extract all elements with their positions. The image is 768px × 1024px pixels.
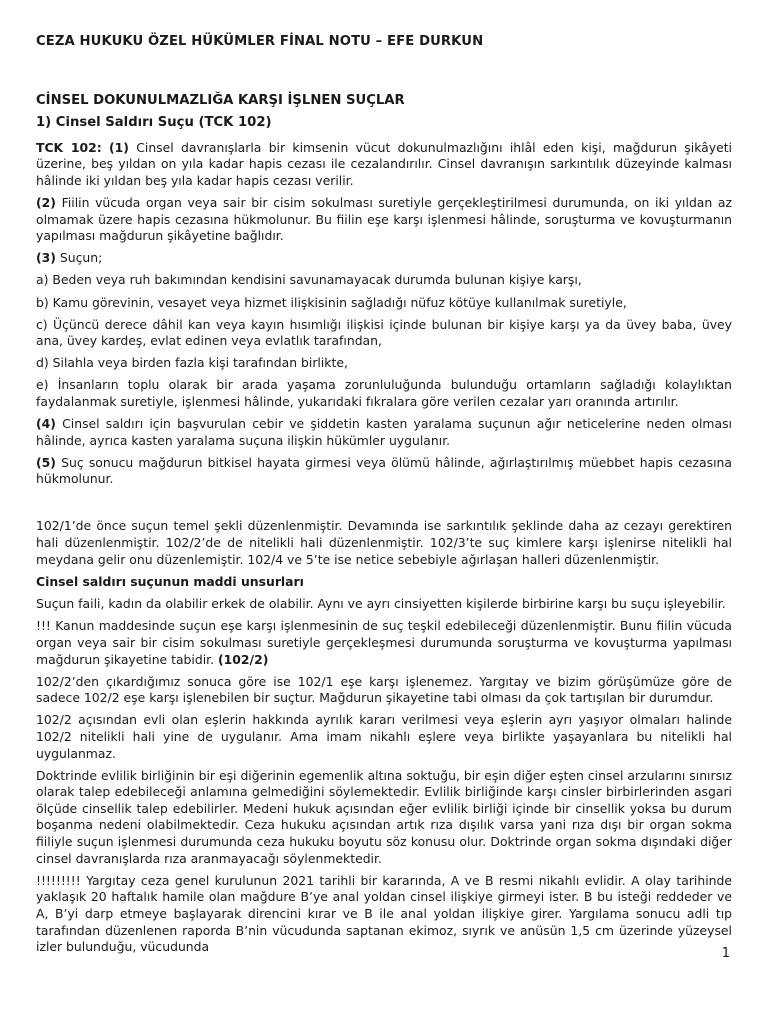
material-elements-heading: Cinsel saldırı suçunun maddi unsurları [36,573,304,589]
spouse-paragraph [36,618,732,668]
tck-paragraph-1 [36,140,732,190]
tck-paragraph-5 [36,455,732,488]
tck-item-a: a) Beden veya ruh bakımından kendisini savunamayacak durumda bulunan kişiye karşı, [36,272,582,288]
tck-paragraph-2 [36,195,732,245]
tck-item-c: c) Üçüncü derece dâhil kan veya kayın hısımlığı ilişkisi içinde bulunan bir kişiye karşı ya da üvey baba, üvey ana, üvey kardeş, evlat edinen veya evlatlık tarafından, [36,316,732,349]
paragraph-text: Fiilin vücuda organ veya sair bir cisim sokulması suretiyle gerçekleştirilmesi durumunda, on iki yıldan az olmamak üzere hapis cezasına hükmolunur. Bu fiilin eşe karşı işlenmesi hâlinde, soruşturma ve kovuşturmanın yapılması mağdurun şikâyetine bağlıdır. [36,195,732,244]
tck-lead: TCK 102: [36,139,102,155]
paragraph-number: (2) [36,195,56,211]
section-title: CİNSEL DOKUNULMAZLIĞA KARŞI İŞLNEN SUÇLAR [36,92,405,108]
paragraph-text: Cinsel davranışlarla bir kimsenin vücut dokunulmazlığını ihlâl eden kişi, mağdurun şikâyeti üzerine, beş yıldan on yıla kadar hapis cezası ile cezalandırılır. Cinsel davranışın sarkıntılık düzeyinde kalması hâlinde iki yıldan beş yıla kadar hapis cezası verilir. [36,139,732,188]
paragraph-text: Suç sonucu mağdurun bitkisel hayata girmesi veya ölümü hâlinde, ağırlaştırılmış müebbet hapis cezasına hükmolunur. [36,454,732,487]
paragraph-number: (5) [36,454,56,470]
paragraph-number: (4) [36,416,56,432]
article-102-2-paragraph: 102/2’den çıkardığımız sonuca göre ise 102/1 eşe karşı işlenemez. Yargıtay ve bizim görüşümüze göre de sadece 102/2 eşe karşı işlenebilen bir suçtur. Mağdurun şikayetine tabi olması da çok tartışılan bir durumdur. [36,673,732,706]
doctrine-paragraph: Doktrinde evlilik birliğinin bir eşi diğerinin egemenlik altına soktuğu, bir eşin diğer eşten cinsel arzularını sınırsız olarak talep edebileceği anlamına gelmediğini söylemektedir. Evlilik birliğinde karşı cinsler birbirlerinden asgari ölçüde cinsellik talep edebilirler. Medeni hukuk açısından eğer evlilik birliği içinde bir cinsellik yoksa bu durum boşanma nedeni olabilmektedir. Ceza hukuku açısından artık rıza dışılık varsa yani rıza dışı bir organ sokma fiiliyle suçun işlenmesi durumunda ceza hukuku boyutu söz konusu olur. Doktrinde organ sokma dışındaki diğer cinsel davranışlarda rıza aranmayacağı söylenmektedir. [36,767,732,866]
tck-item-b: b) Kamu görevinin, vesayet veya hizmet ilişkisinin sağladığı nüfuz kötüye kullanılmak suretiyle, [36,294,627,310]
perpetrator-paragraph: Suçun faili, kadın da olabilir erkek de olabilir. Aynı ve ayrı cinsiyetten kişilerde birbirine karşı bu suçu işleyebilir. [36,596,726,612]
tck-item-e: e) İnsanların toplu olarak bir arada yaşama zorunluluğunda bulunduğu ortamların sağladığı kolaylıktan faydalanmak suretiyle, işlenmesi hâlinde, yukarıdaki fıkralara göre verilen cezalar yarı oranında artırılır. [36,377,732,409]
paragraph-number: (1) [108,139,129,155]
page-number: 1 [721,946,730,961]
subsection-title: 1) Cinsel Saldırı Suçu (TCK 102) [36,115,272,131]
article-reference: (102/2) [218,651,269,667]
spacer [36,493,732,518]
intro-paragraph: 102/1’de önce suçun temel şekli düzenlenmiştir. Devamında ise sarkıntılık şeklinde daha az cezayı gerektiren hali düzenlenmiştir. 102/2’de de nitelikli hali düzenlenmiştir. 102/3’te suç kimlere karşı işlenirse nitelikli hal meydana gelir onu düzenlemiştir. 102/4 ve 5’te ise netice sebebiyle ağırlaşan halleri düzenlenmiştir. [36,518,732,567]
document-page [36,34,732,961]
paragraph-text: Cinsel saldırı için başvurulan cebir ve şiddetin kasten yaralama suçunun ağır neticelerine neden olması hâlinde, ayrıca kasten yaralama suçuna ilişkin hükümler uygulanır. [36,416,732,448]
yargitay-paragraph: !!!!!!!!! Yargıtay ceza genel kurulunun 2021 tarihli bir kararında, A ve B resmi nikahlı evlidir. A olay tarihinde yaklaşık 20 haftalık hamile olan mağdure B’ye anal yoldan cinsel ilişkiye girmeyi ister. B bu isteği reddeder ve A, B’yi darp etmeye başlayarak direncini kırar ve B ile anal yoldan ilişkiye girer. Yargılama sonucu adli tıp tarafından düzenlenen raporda B’nin vücudunda saptanan ekimoz, sıyrık ve anüsün 1,5 cm üzerinde yüzeysel izler bulunduğu, vücudunda [36,872,732,955]
paragraph-text: Suçun; [55,250,103,266]
tck-paragraph-3 [36,250,732,267]
paragraph-number: (3) [36,250,56,266]
married-spouses-paragraph: 102/2 açısından evli olan eşlerin hakkında ayrılık kararı verilmesi veya eşlerin ayrı yaşıyor olmaları halinde 102/2 nitelikli hali yine de uygulanır. Ama imam nikahlı eşlere veya birlikte yaşayanlara bu nitelikli hal uygulanmaz. [36,712,732,761]
paragraph-text: !!! Kanun maddesinde suçun eşe karşı işlenmesinin de suç teşkil edebileceği düzenlenmiştir. Bunu fiilin vücuda organ veya sair bir cisim sokulması suretiyle gerçekleşmesi durumunda soruşturma ve kovuşturma yapılması mağdurun şikayetine tabidir. [36,618,732,667]
tck-paragraph-4 [36,416,732,449]
document-title: CEZA HUKUKU ÖZEL HÜKÜMLER FİNAL NOTU – EFE DURKUN [36,34,484,49]
tck-item-d: d) Silahla veya birden fazla kişi tarafından birlikte, [36,355,348,371]
